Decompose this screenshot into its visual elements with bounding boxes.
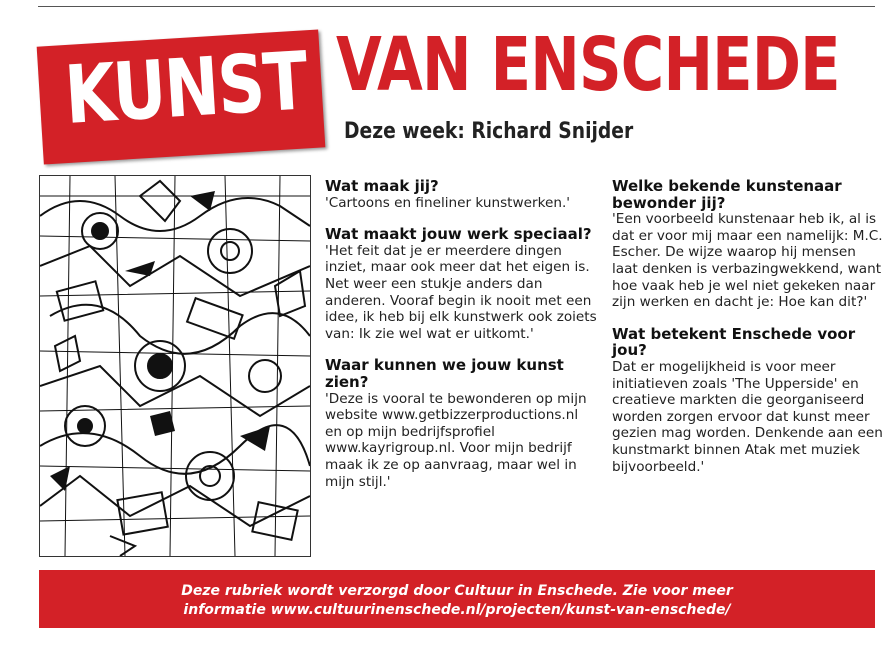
question-where-to-see: Waar kunnen we jouw kunst zien? <box>325 356 564 391</box>
subtitle: Deze week: Richard Snijder <box>344 119 634 144</box>
answer-what-makes-special: 'Het feit dat je er meerdere dingen inziet, maar ook meer dat het eigen is. Net weer een stukje anders dan anderen. Vooraf begin ik nooit met een idee, ik heb bij elk kunstwerk ook zoiets van: Ik zie wel wat er uitkomt.' <box>325 242 597 342</box>
footer-line-1: Deze rubriek wordt verzorgd door Cultuur in Enschede. Zie voor meer <box>181 583 733 599</box>
question-what-makes-special: Wat maakt jouw werk speciaal? <box>325 225 592 244</box>
top-rule <box>38 6 875 7</box>
answer-enschede-meaning: Dat er mogelijkheid is voor meer initiatieven zoals 'The Upperside' en creatieve markten die georganiseerd worden zorgen ervoor dat kunst meer gezien mag worden. Denkende aan een kunstmarkt binnen Atak met muziek bijvoorbeeld.' <box>612 358 883 475</box>
column-right <box>612 178 884 490</box>
question-enschede-meaning: Wat betekent Enschede voor jou? <box>612 324 856 360</box>
footer-line-2: informatie www.cultuurinenschede.nl/projecten/kunst-van-enschede/ <box>183 602 731 618</box>
van-enschede-title: VAN ENSCHEDE <box>336 22 840 108</box>
question-admired-artist: Welke bekende kunstenaar bewonder jij? <box>612 177 842 212</box>
kunst-banner <box>37 30 326 165</box>
question-what-do-you-make: Wat maak jij? <box>325 177 439 195</box>
answer-admired-artist: 'Een voorbeeld kunstenaar heb ik, al is dat er voor mij maar een namelijk: M.C. Escher. De wijze waarop hij mensen laat denken is verbazingwekkend, want hoe vaak heb je wel niet gekeken naar zijn werken en dacht je: Hoe kan dit?' <box>612 211 883 311</box>
footer-banner <box>39 570 875 628</box>
kunst-title: KUNST <box>62 34 310 142</box>
fineliner-artwork-image <box>39 175 311 557</box>
column-left <box>325 178 597 505</box>
answer-what-do-you-make: 'Cartoons en fineliner kunstwerken.' <box>325 194 571 211</box>
answer-where-to-see: 'Deze is vooral te bewonderen op mijn website www.getbizzerproductions.nl en op mijn bedrijfsprofiel www.kayrigroup.nl. Voor mijn bedrijf maak ik ze op aanvraag, maar wel in mijn stijl.' <box>325 390 587 490</box>
